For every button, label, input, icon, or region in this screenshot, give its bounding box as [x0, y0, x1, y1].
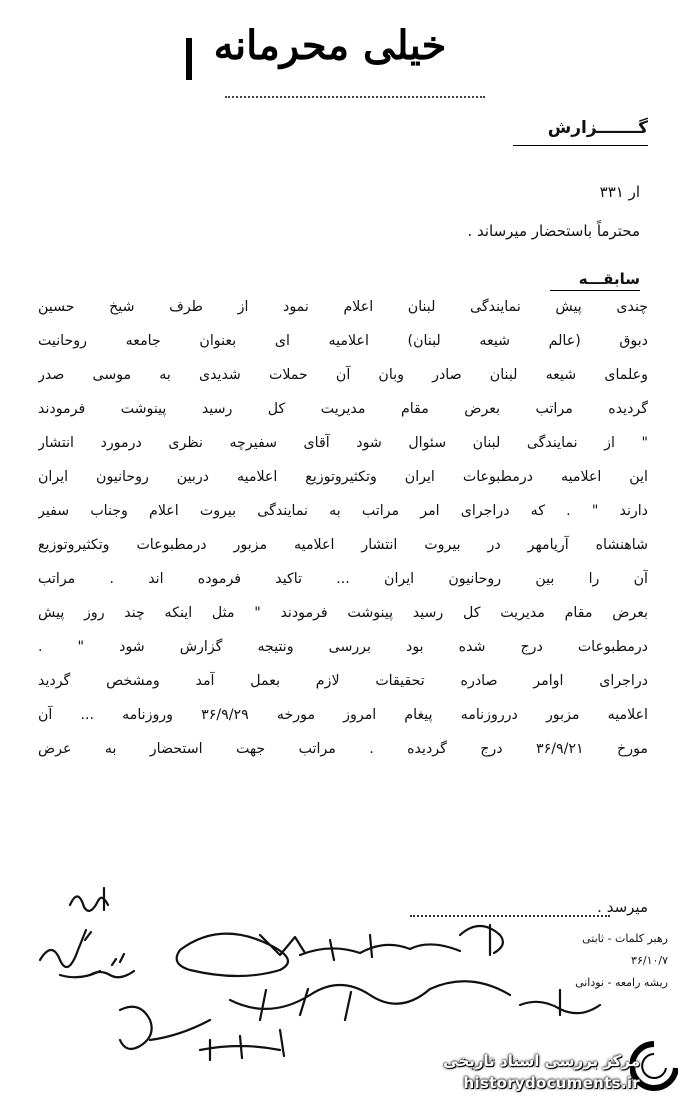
- closing-line: میرسد .: [597, 898, 648, 916]
- signature-scribble: [230, 981, 510, 1020]
- report-label: گـــــــزارش: [547, 118, 648, 138]
- body-line: گردیده مراتب بعرض مقام مدیریت کل رسید پینوشت فرمودند: [38, 401, 648, 417]
- signature-scribble: [40, 930, 100, 977]
- watermark-url: historydocuments.ir: [463, 1074, 640, 1092]
- body-line: دبوق (عالم شیعه لبنان) اعلامیه ای بعنوان جامعه روحانیت: [38, 333, 648, 349]
- signature-scribble: [200, 1030, 284, 1060]
- body-line: این اعلامیه درمطبوعات ایران وتکثیروتوزیع اعلامیه دربین روحانیون ایران: [38, 469, 648, 485]
- signature-scribble: [520, 990, 600, 1015]
- body-line: دراجرای اوامر صادره تحقیقات لازم بعمل آمد ومشخص گردید: [38, 673, 648, 689]
- signature-scribble: [460, 925, 503, 955]
- salutation-line: محترماً باستحضار میرساند .: [467, 222, 640, 240]
- body-line: آن را بین روحانیون ایران ... تاکید فرموده اند . مراتب: [38, 571, 648, 587]
- signature-note: رهبر کلمات - ثابتی: [582, 932, 668, 945]
- body-line: چندی پیش نمایندگی لبنان اعلام نمود از طرف شیخ حسین: [38, 299, 648, 315]
- signature-scribble: [300, 935, 460, 960]
- signature-note: ریشه رامعه - نودانی: [575, 976, 668, 989]
- signature-scribble: [120, 1007, 210, 1049]
- body-line: " از نمایندگی لبنان سئوال شود آقای سفیرچه نظری درمورد انتشار: [38, 435, 648, 451]
- body-line: مورخ ۳۶/۹/۲۱ درج گردیده . مراتب جهت استحضار به عرض: [38, 741, 648, 757]
- body-line: شاهنشاه آریامهر در بیروت انتشار اعلامیه مزبور درمطبوعات وتکثیروتوزیع: [38, 537, 648, 553]
- body-line: وعلمای شیعه لبنان صادر وبان آن حملات شدیدی به موسی صدر: [38, 367, 648, 383]
- classification-title: خیلی محرمانه: [213, 22, 447, 69]
- reference-number: ار ۳۳۱: [599, 183, 640, 201]
- signature-note: ۳۶/۱۰/۷: [631, 954, 668, 967]
- body-line: اعلامیه مزبور درروزنامه پیغام امروز مورخه ۳۶/۹/۲۹ وروزنامه ... آن: [38, 707, 648, 723]
- watermark-title: مرکز بررسی اسناد تاریخی: [443, 1052, 640, 1070]
- body-line: بعرض مقام مدیریت کل رسید پینوشت فرمودند " مثل اینکه چند روز پیش: [38, 605, 648, 621]
- signature-scribble: [177, 934, 305, 976]
- background-subheading: سابقـــه: [578, 270, 640, 288]
- body-line: درمطبوعات درج شده بود بررسی ونتیجه گزارش شود " .: [38, 639, 648, 655]
- signature-scribble: [70, 888, 108, 911]
- body-line: دارند " . که دراجرای امر مراتب به نمایندگی بیروت اعلام وجناب سفیر: [38, 503, 648, 519]
